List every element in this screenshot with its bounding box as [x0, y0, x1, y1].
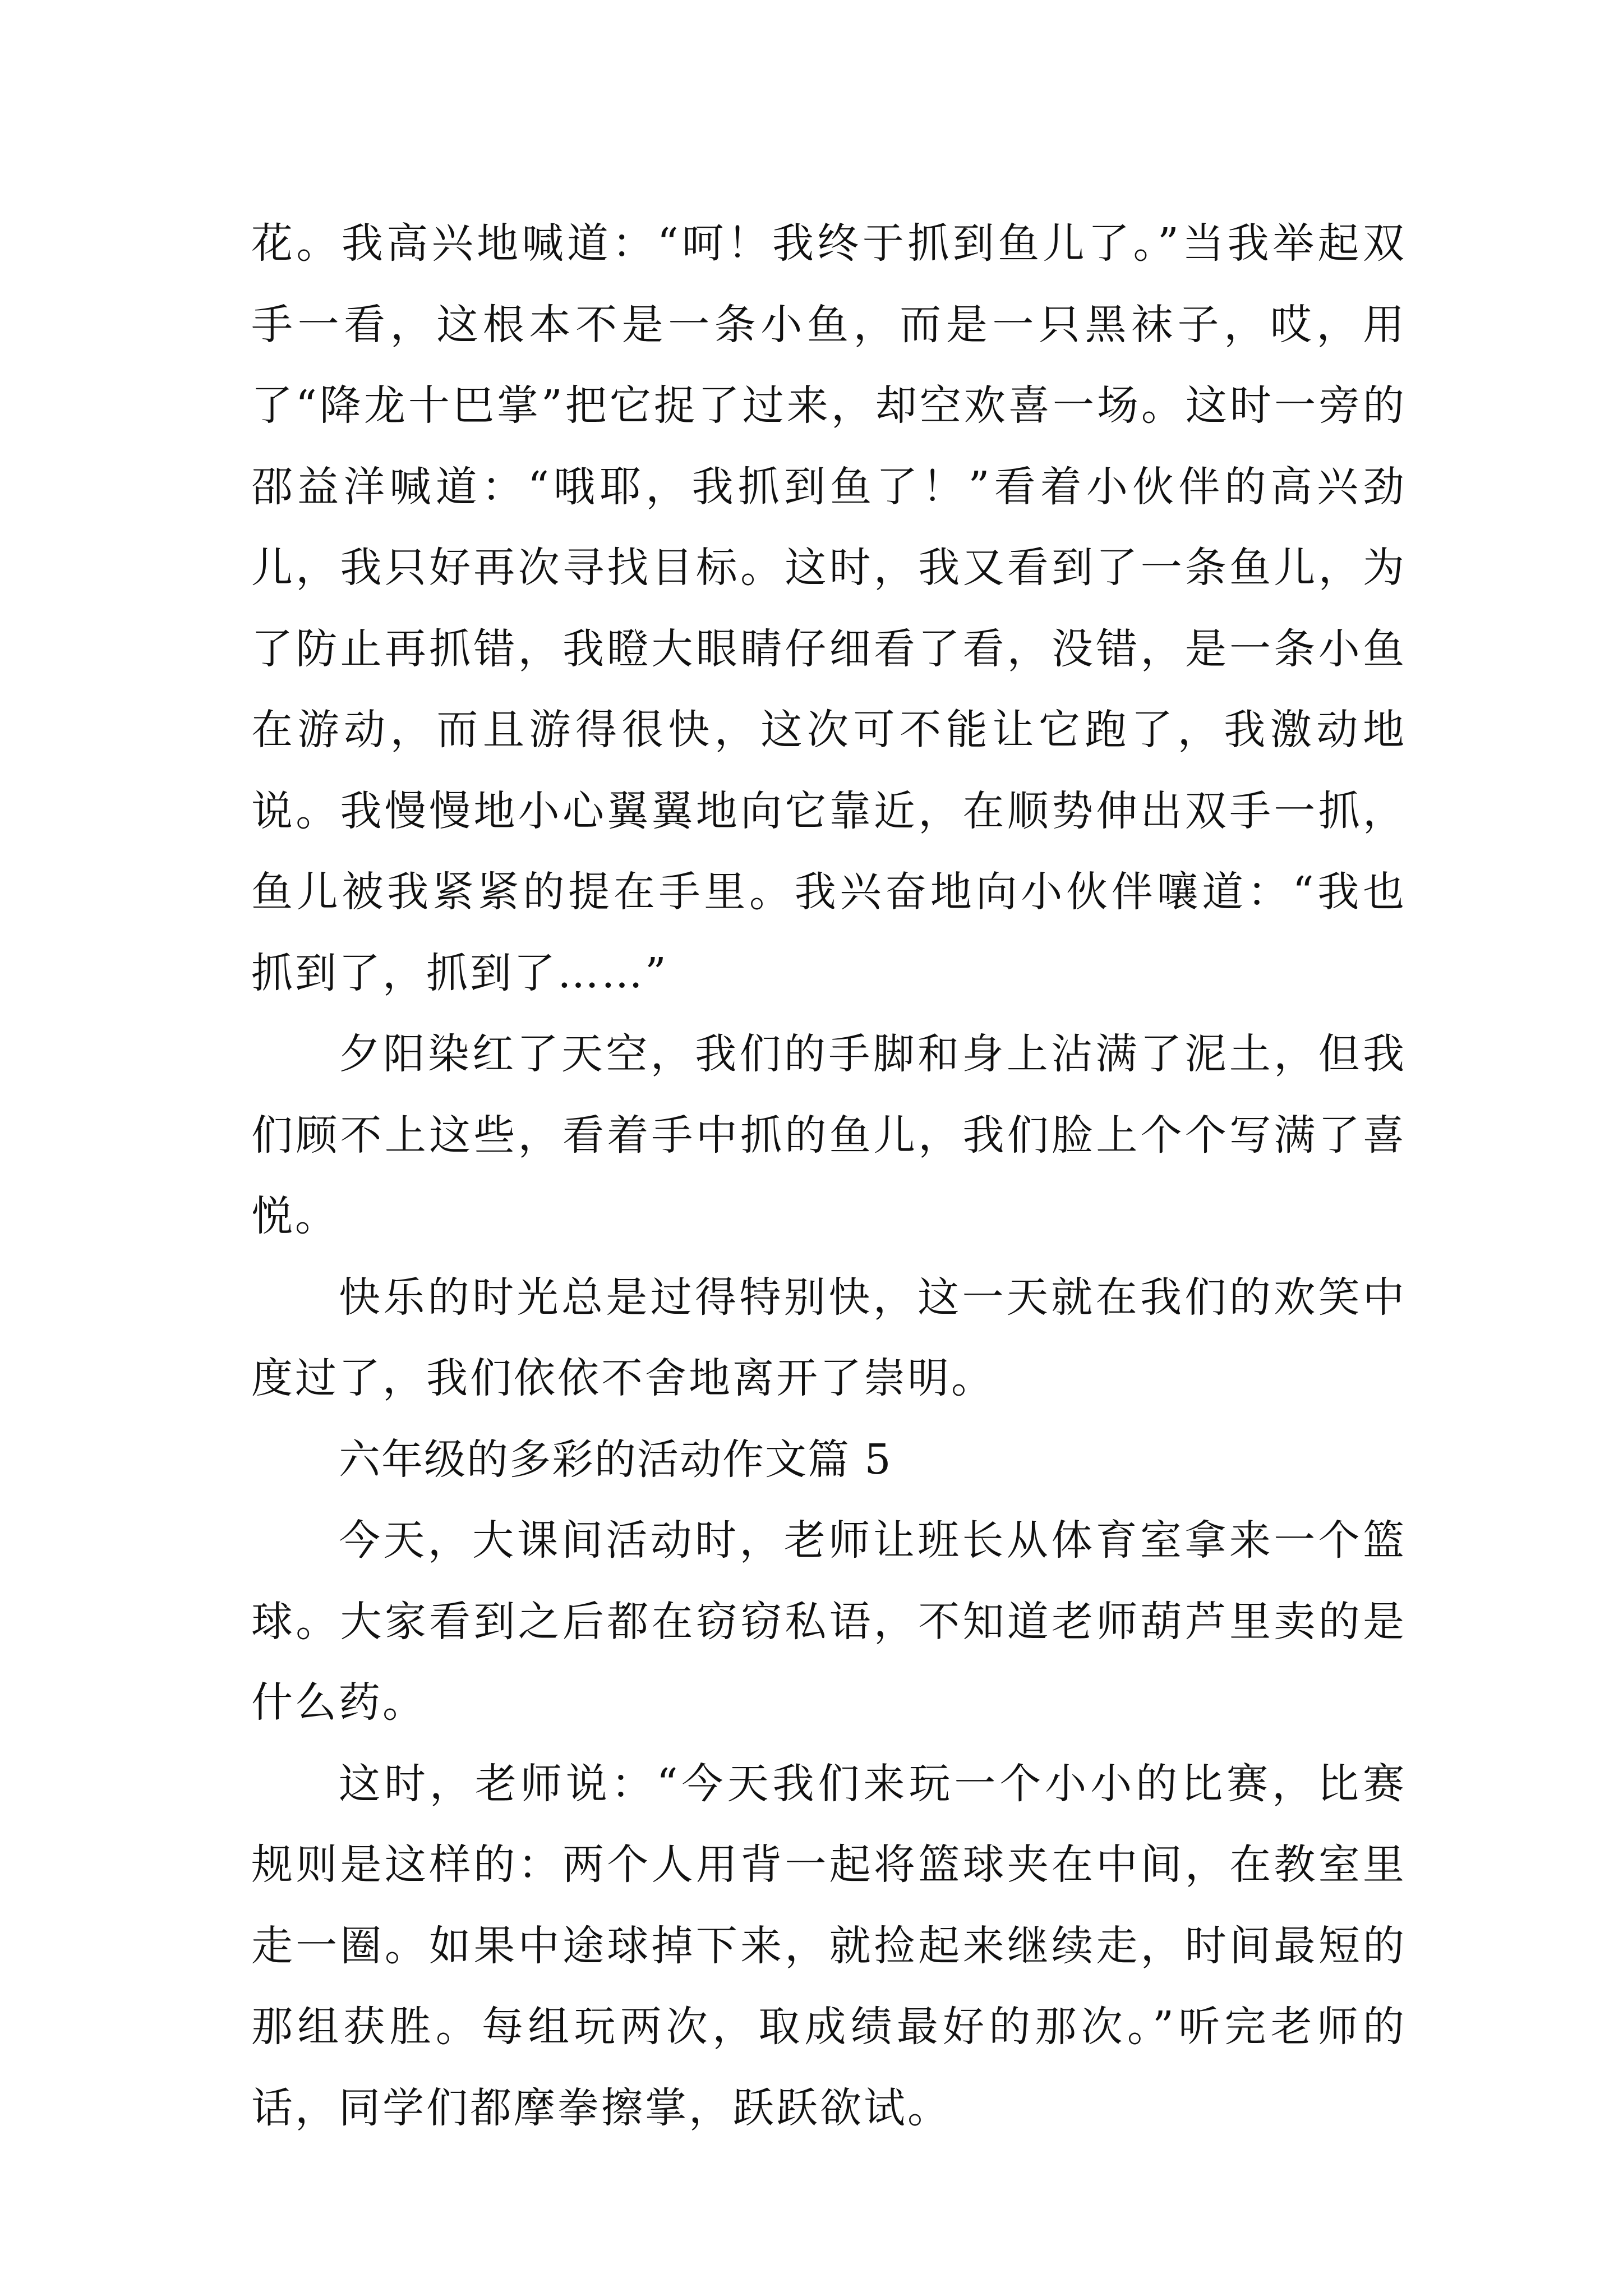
document-body: [251, 203, 1407, 2148]
paragraph-basketball-intro: 今天，大课间活动时，老师让班长从体育室拿来一个篮球。大家看到之后都在窃窃私语，不知道老师葫芦里卖的是什么药。: [251, 1516, 1407, 1727]
paragraph-sunset: 夕阳染红了天空，我们的手脚和身上沾满了泥土，但我们顾不上这些，看着手中抓的鱼儿，我们脸上个个写满了喜悦。: [251, 1030, 1407, 1240]
paragraph-teacher-rules: 这时，老师说：“今天我们来玩一个小小的比赛，比赛规则是这样的：两个人用背一起将篮球夹在中间，在教室里走一圈。如果中途球掉下来，就捡起来继续走，时间最短的那组获胜。每组玩两次，取成绩最好的那次。”听完老师的话，同学们都摩拳擦掌，跃跃欲试。: [251, 1759, 1407, 2132]
section-heading: 六年级的多彩的活动作文篇 5: [339, 1435, 892, 1484]
paragraph-happy-time: 快乐的时光总是过得特别快，这一天就在我们的欢笑中度过了，我们依依不舍地离开了崇明。: [251, 1273, 1407, 1402]
paragraph-continuation: 花。我高兴地喊道：“呵！我终于抓到鱼儿了。”当我举起双手一看，这根本不是一条小鱼，而是一只黑袜子，哎，用了“降龙十巴掌”把它捉了过来，却空欢喜一场。这时一旁的邵益洋喊道：“哦耶，我抓到鱼了！”看着小伙伴的高兴劲儿，我只好再次寻找目标。这时，我又看到了一条鱼儿，为了防止再抓错，我瞪大眼睛仔细看了看，没错，是一条小鱼在游动，而且游得很快，这次可不能让它跑了，我激动地说。我慢慢地小心翼翼地向它靠近，在顺势伸出双手一抓，鱼儿被我紧紧的提在手里。我兴奋地向小伙伴嚷道：“我也抓到了，抓到了……”: [251, 219, 1407, 997]
